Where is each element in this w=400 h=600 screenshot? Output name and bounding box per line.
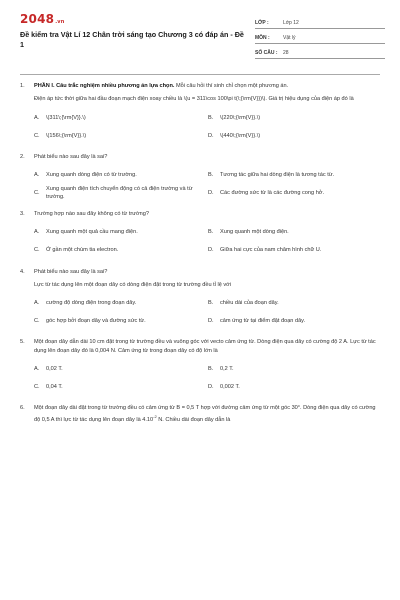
option-letter: D. (208, 247, 214, 254)
question-number: 4. (20, 268, 25, 275)
question-text-main: Một đoạn dây dài đặt trong từ trường đều có cảm ứng từ B = 0,5 T hợp với đường cảm ứng từ một góc 30°. Dòng điện qua dây có cường độ 0,5 A thì lực từ tác dụng lên đoạn dây là 4.10 (34, 405, 376, 423)
question-text-continued: Lực từ tác dụng lên một đoạn dây có dòng điện đặt trong từ trường đều tỉ lệ với (34, 282, 232, 289)
meta-row-class (255, 14, 385, 29)
question-3 (20, 210, 380, 259)
meta-label: LỚP : (255, 20, 269, 26)
question-4 (20, 268, 380, 331)
option-text: Các đường sức từ là các đường cong hở. (220, 190, 325, 197)
answer-option-a[interactable] (34, 109, 206, 127)
option-text: \(440\;{\rm{V}}.\) (220, 132, 261, 139)
question-text: Trường hợp nào sau đây không có từ trường? (34, 211, 150, 218)
option-text: góc hợp bởi đoạn dây và đường sức từ. (46, 318, 146, 325)
document-header (0, 0, 400, 66)
option-letter: C. (34, 132, 40, 139)
meta-label: MÔN : (255, 35, 270, 41)
option-text: \(220\;{\rm{V}}.\) (220, 114, 261, 121)
question-5 (20, 338, 380, 396)
answer-option-d[interactable] (208, 127, 380, 145)
option-text: Xung quanh dòng điện có từ trường. (46, 172, 137, 179)
answer-option-c[interactable] (34, 312, 206, 330)
option-text: \(311\;{\rm{V}}.\) (46, 114, 86, 121)
answer-option-d[interactable] (208, 242, 380, 260)
answer-options (34, 166, 380, 202)
answer-option-d[interactable] (208, 378, 380, 396)
answer-option-a[interactable] (34, 294, 206, 312)
question-text: Điện áp tức thời giữa hai đầu đoạn mạch điện xoay chiều là \(u = 311\cos 100\pi t(\;{\rm{V}})\). Giá trị hiệu dụng của điện áp đó là (34, 96, 354, 103)
answer-options (34, 224, 380, 260)
option-letter: D. (208, 132, 214, 139)
question-6 (20, 404, 380, 424)
answer-option-c[interactable] (34, 242, 206, 260)
option-text: Xung quanh một dòng điện. (220, 229, 289, 236)
meta-value: Vật lý (283, 35, 296, 41)
option-text: cảm ứng từ tại điểm đặt đoạn dây. (220, 318, 306, 325)
answer-option-c[interactable] (34, 378, 206, 396)
question-number: 1. (20, 83, 25, 89)
option-text: \(156\;{\rm{V}}.\) (46, 132, 87, 139)
exponent: -2 (153, 413, 157, 419)
answer-option-b[interactable] (208, 294, 380, 312)
option-letter: B. (208, 300, 214, 307)
question-number: 5. (20, 339, 25, 346)
answer-option-b[interactable] (208, 109, 380, 127)
question-1 (20, 82, 380, 145)
question-text: Phát biểu nào sau đây là sai? (34, 153, 108, 160)
option-letter: A. (34, 229, 40, 236)
option-text: chiều dài của đoạn dây. (220, 300, 279, 307)
option-text: 0,02 T. (46, 366, 63, 373)
answer-option-d[interactable] (208, 184, 380, 202)
question-text: Phát biểu nào sau đây là sai? (34, 268, 108, 275)
option-letter: B. (208, 172, 214, 179)
site-logo[interactable] (20, 12, 65, 26)
header-divider (20, 74, 380, 75)
option-letter: B. (208, 366, 214, 373)
meta-label: SỐ CÂU : (255, 50, 278, 56)
answer-option-c[interactable] (34, 184, 206, 202)
answer-option-d[interactable] (208, 312, 380, 330)
answer-options (34, 294, 380, 330)
question-text (34, 404, 380, 424)
answer-option-a[interactable] (34, 166, 206, 184)
question-text: Một đoạn dây dẫn dài 10 cm đặt trong từ trường đều và vuông góc với vecto cảm ứng từ. Dòng điện qua dây có cường độ 2 A. Lực từ tác dụng lên đoạn dây đó là 0,004 N. Cảm ứng từ trong đoạn dây có độ lớn là (34, 339, 376, 354)
option-letter: C. (34, 318, 40, 325)
meta-value: 28 (283, 50, 289, 56)
answer-options (34, 360, 380, 396)
option-text: Giữa hai cực của nam châm hình chữ U. (220, 247, 322, 254)
option-text: Tương tác giữa hai dòng điện là tương tác từ. (220, 172, 335, 179)
option-letter: A. (34, 366, 40, 373)
option-letter: A. (34, 172, 40, 179)
question-number: 6. (20, 405, 25, 412)
question-number: 2. (20, 153, 25, 160)
option-letter: D. (208, 190, 214, 197)
section-instructions: Mỗi câu hỏi thí sinh chỉ chọn một phương án. (174, 83, 289, 89)
option-text: Xung quanh một quả cầu mang điện. (46, 229, 138, 236)
question-list (20, 82, 380, 432)
option-letter: B. (208, 229, 214, 236)
option-letter: A. (34, 114, 40, 121)
exam-meta (255, 14, 385, 59)
option-text: 0,002 T. (220, 384, 240, 391)
meta-value: Lớp 12 (283, 20, 299, 26)
option-text: Ở gần một chùm tia electron. (46, 247, 119, 254)
document-title: Đề kiểm tra Vật Lí 12 Chân trời sáng tạo Chương 3 có đáp án - Đề 1 (20, 30, 244, 49)
answer-option-b[interactable] (208, 166, 380, 184)
logo-suffix: .vn (55, 19, 65, 25)
question-2 (20, 153, 380, 202)
option-letter: D. (208, 384, 214, 391)
answer-option-c[interactable] (34, 127, 206, 145)
answer-option-a[interactable] (34, 360, 206, 378)
logo-text: 2048 (20, 12, 55, 26)
section-title: PHẦN I. Câu trắc nghiệm nhiều phương án lựa chọn. (34, 83, 175, 89)
option-letter: A. (34, 300, 40, 307)
section-heading (34, 82, 380, 90)
option-text: 0,04 T. (46, 384, 63, 391)
meta-row-subject (255, 29, 385, 44)
meta-row-count (255, 44, 385, 59)
option-text: 0,2 T. (220, 366, 234, 373)
question-number: 3. (20, 211, 25, 218)
answer-option-b[interactable] (208, 360, 380, 378)
question-text-end: N. Chiều dài đoạn dây dẫn là (156, 416, 231, 423)
answer-option-b[interactable] (208, 224, 380, 242)
option-letter: B. (208, 114, 214, 121)
option-text: Xung quanh điện tích chuyển động có cả điện trường và từ trường. (46, 185, 193, 201)
option-letter: C. (34, 247, 40, 254)
option-letter: C. (34, 190, 40, 197)
option-letter: D. (208, 318, 214, 325)
option-text: cường độ dòng điện trong đoạn dây. (46, 300, 137, 307)
option-letter: C. (34, 384, 40, 391)
answer-option-a[interactable] (34, 224, 206, 242)
answer-options (34, 109, 380, 145)
